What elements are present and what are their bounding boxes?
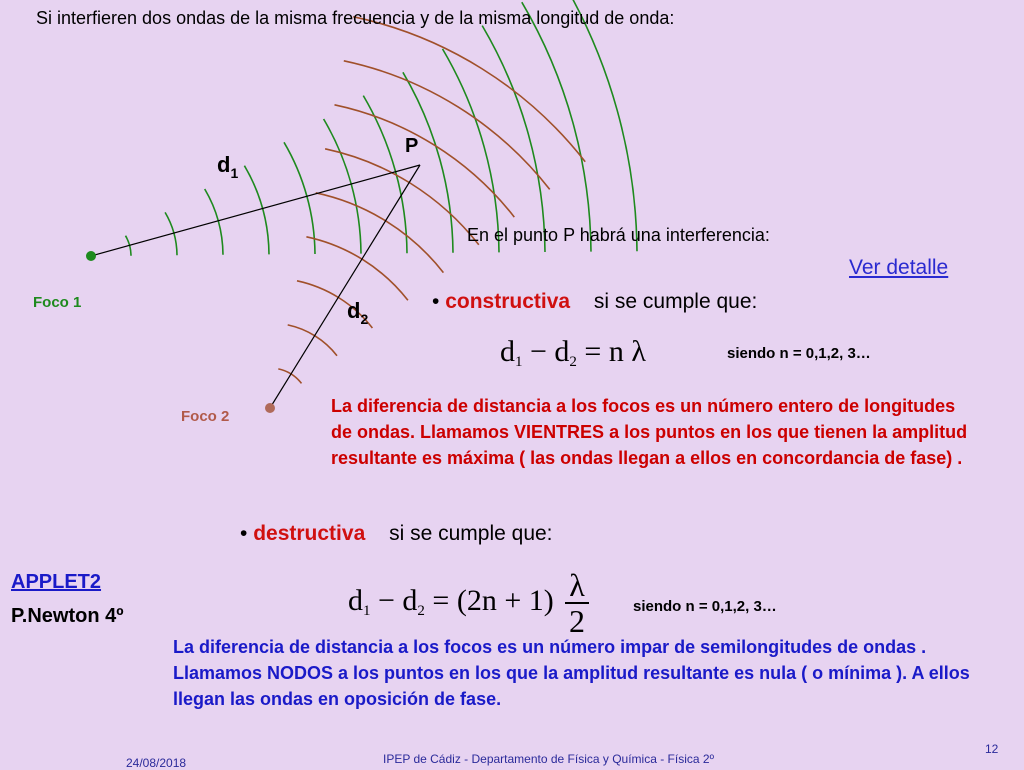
destructive-condition: • destructiva si se cumple que:: [240, 522, 553, 545]
author-label: P.Newton 4º: [11, 605, 124, 627]
footer-date: 24/08/2018: [126, 756, 187, 770]
destructive-explanation: La diferencia de distancia a los focos es un número impar de semilongitudes de ondas . Llamamos NODOS a los puntos en los que la amplitud resultante es nula ( o mínima ). A ellos llegan las ondas en oposición de fase.: [173, 637, 970, 709]
destructive-formula: $d_1 - d_2 = (2n + 1)$ $\frac{\lambda}{2}$: [348, 568, 589, 638]
applet2-link[interactable]: APPLET2: [11, 571, 102, 593]
constructive-formula: $d_1 - d_2 = n$ λ: [500, 335, 646, 370]
constructive-condition: • constructiva si se cumple que:: [432, 290, 758, 313]
lambda-over-two-fraction: $\frac{\lambda}{2}$: [565, 568, 589, 638]
foco2-wavefronts: [278, 17, 585, 384]
foco1-dot: [86, 251, 96, 261]
destructive-keyword: destructiva: [253, 522, 366, 545]
footer-institution: IPEP de Cádiz - Departamento de Física y Química - Física 2º: [383, 752, 714, 766]
constructive-n-values: siendo n = 0,1,2, 3…: [727, 345, 871, 362]
destructive-n-values: siendo n = 0,1,2, 3…: [633, 598, 777, 615]
intro-text: En el punto P habrá una interferencia:: [467, 225, 770, 245]
foco2-dot: [265, 403, 275, 413]
slide-title: Si interfieren dos ondas de la misma frecuencia y de la misma longitud de onda:: [36, 8, 675, 28]
wavefront-arc: [522, 2, 591, 251]
constructive-keyword: constructiva: [445, 290, 571, 313]
page-number: 12: [985, 742, 999, 756]
d1-line: [91, 165, 420, 256]
constructive-explanation: La diferencia de distancia a los focos es un número entero de longitudes de ondas. Llamamos VIENTRES a los puntos en los que tienen la amplitud resultante es máxima ( las ondas llegan a ellos en concordancia de fase) .: [331, 396, 968, 468]
wavefront-arc: [306, 237, 408, 300]
wavefront-arc: [482, 26, 545, 252]
foco1-label: Foco 1: [33, 294, 82, 311]
d2-label: $d_2$: [347, 298, 369, 327]
d1-label: $d_1$: [217, 152, 239, 181]
wavefront-arc: [561, 0, 637, 251]
ver-detalle-link[interactable]: Ver detalle: [849, 256, 949, 279]
wavefront-arc: [353, 17, 585, 162]
foco2-label: Foco 2: [181, 408, 230, 425]
point-p-label: P: [405, 135, 419, 157]
wavefront-arc: [316, 193, 444, 273]
wavefront-arc: [344, 61, 550, 190]
